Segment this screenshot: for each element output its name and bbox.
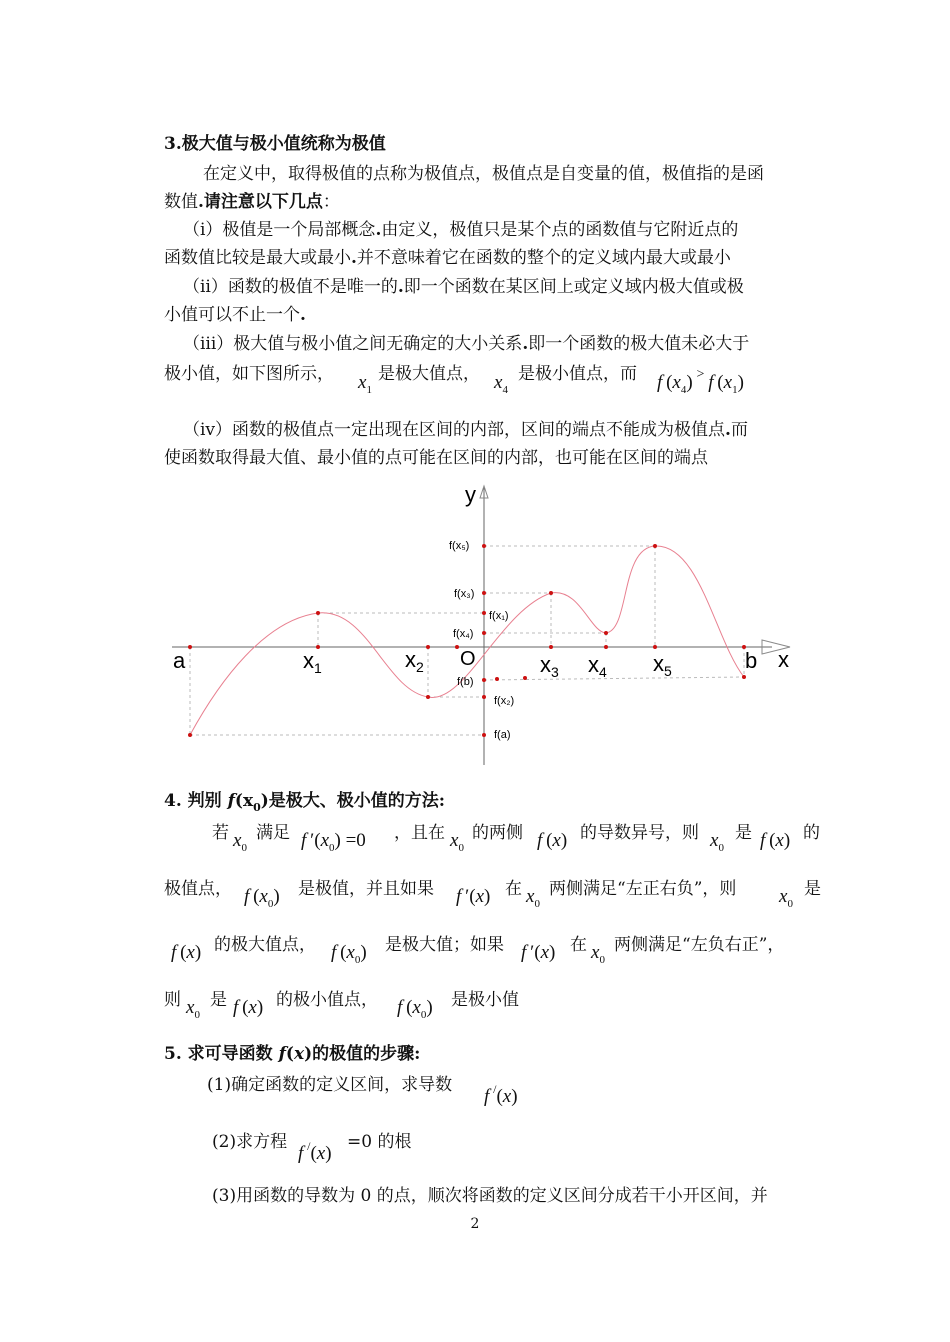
x4-label: $x_4$	[588, 652, 607, 680]
tick-f-x5	[482, 544, 486, 548]
tick-f-x3	[482, 591, 486, 595]
step-2-b: =0 的根	[347, 1132, 412, 1152]
marked-points	[188, 544, 746, 737]
math-x0: $x_0$	[526, 886, 540, 910]
f-x5-label: f(x₅)	[449, 540, 470, 552]
note-ii-line1: （ⅱ）函数的极值不是唯一的.即一个函数在某区间上或定义域内极大值或极	[183, 277, 744, 297]
origin-label: O	[460, 648, 476, 670]
x-axis-label: x	[778, 647, 789, 672]
point-extra	[523, 676, 527, 680]
sec4-text: 若	[212, 823, 229, 843]
math-f-x0: f $(x_0)$	[331, 942, 367, 966]
sec4-text: 的导数异号，则	[580, 823, 699, 843]
tick-f-x1	[482, 611, 486, 615]
math-f-prime-x: f ′(x)	[521, 942, 556, 963]
math-x0: $x_0$	[779, 886, 793, 910]
point-x3	[549, 645, 553, 649]
math-f-x: f (x)	[171, 942, 202, 963]
sec4-text: 的极小值点，	[276, 990, 378, 1010]
function-curve	[190, 546, 744, 735]
point-x2	[426, 645, 430, 649]
math-f-x4-gt-f-x1: f $(x_4)$ > f $(x_1)$	[657, 367, 744, 396]
note-iv-line1: （ⅳ）函数的极值点一定出现在区间的内部，区间的端点不能成为极值点.而	[183, 420, 748, 440]
sec4-text: 的两侧	[472, 823, 523, 843]
math-f-x: f (x)	[760, 830, 791, 851]
note-i-line1: （ⅰ）极值是一个局部概念.由定义，极值只是某个点的函数值与它附近点的	[183, 220, 739, 240]
point-x1	[316, 645, 320, 649]
sec4-text: 是极小值	[451, 990, 519, 1010]
tick-f-x2	[482, 695, 486, 699]
point-max-x3	[549, 591, 553, 595]
tick-f-b	[482, 678, 486, 682]
point-x5	[653, 645, 657, 649]
x1-label: $x_1$	[303, 648, 322, 676]
sec4-text: 是	[210, 990, 227, 1010]
note-iii-line2-text: 极小值，如下图所示，	[164, 364, 334, 384]
point-f-b	[742, 675, 746, 679]
point-min-x2	[426, 695, 430, 699]
math-f-prime-x: f ′(x)	[456, 886, 491, 907]
math-x0: $x_0$	[186, 997, 200, 1021]
point-a	[188, 645, 192, 649]
f-x3-label: f(x₃)	[454, 588, 475, 600]
f-x2-label: f(x₂)	[494, 695, 515, 707]
math-f-prime-x: f /(x)	[298, 1139, 332, 1164]
math-x0: $x_0$	[591, 942, 605, 966]
y-axis-label: y	[465, 482, 476, 507]
math-f-prime-x: f /(x)	[484, 1082, 518, 1107]
sec4-text: 的极大值点，	[214, 935, 316, 955]
math-f-x0: f $(x_0)$	[397, 997, 433, 1021]
math-x0: $x_0$	[710, 830, 724, 854]
point-x4	[604, 645, 608, 649]
math-f-x0: f $(x_0)$	[244, 886, 280, 910]
math-f-x: f (x)	[233, 997, 264, 1018]
tick-f-a	[482, 733, 486, 737]
math-f-prime-x0-eq-0: f $'(x_0) =0$	[301, 830, 366, 854]
sec4-text: 在	[570, 935, 587, 955]
sec4-text: 极值点，	[164, 879, 232, 899]
sec4-text: 在	[505, 879, 522, 899]
note-i-line2: 函数值比较是最大或最小.并不意味着它在函数的整个的定义域内最大或最小	[164, 248, 731, 268]
f-a-label: f(a)	[494, 729, 511, 741]
math-f-x: f (x)	[537, 830, 568, 851]
x2-label: $x_2$	[405, 647, 424, 675]
section-3-heading: 3.极大值与极小值统称为极值	[164, 134, 386, 154]
paragraph-line: 在定义中，取得极值的点称为极值点，极值点是自变量的值，极值指的是函	[203, 164, 764, 184]
sec4-text: 是极大值；如果	[385, 935, 504, 955]
sec4-text: 两侧满足“左负右正”，	[614, 935, 785, 955]
x5-label: $x_5$	[653, 651, 672, 679]
b-label: b	[745, 648, 758, 673]
sec4-text: 是	[735, 823, 752, 843]
note-iii-text: 是极大值点，	[378, 364, 480, 384]
sec4-text: 的	[803, 823, 820, 843]
note-iii-text: 是极小值点，而	[518, 364, 637, 384]
math-x0: $x_0$	[450, 830, 464, 854]
section-5-heading: 5. 求可导函数 f(x)的极值的步骤:	[164, 1044, 421, 1064]
math-x0: $x_0$	[233, 830, 247, 854]
sec4-text: 是极值，并且如果	[298, 879, 434, 899]
guide-lines	[190, 546, 744, 735]
math-x1: $x_1$	[358, 372, 372, 396]
step-2-a: (2)求方程	[212, 1132, 288, 1152]
point-extra	[495, 677, 499, 681]
point-max-x5	[653, 544, 657, 548]
a-label: a	[173, 648, 186, 673]
note-iii-line1: （ⅲ）极大值与极小值之间无确定的大小关系.即一个函数的极大值未必大于	[183, 334, 750, 354]
f-x1-label: f(x₁)	[489, 610, 509, 622]
step-1: (1)确定函数的定义区间，求导数	[207, 1075, 453, 1095]
paragraph-line: 数值.请注意以下几点：	[164, 192, 340, 212]
step-3: (3)用函数的导数为 0 的点，顺次将函数的定义区间分成若干小开区间，并	[212, 1186, 768, 1206]
section-4-heading: 4. 判别 $f(x_0)$是极大、极小值的方法:	[164, 791, 446, 814]
f-x4-label: f(x₄)	[453, 628, 474, 640]
math-x4: $x_4$	[494, 372, 508, 396]
sec4-text: 两侧满足“左正右负”，则	[549, 879, 737, 899]
point-f-a	[188, 733, 192, 737]
note-iv-line2: 使函数取得最大值、最小值的点可能在区间的内部，也可能在区间的端点	[164, 448, 708, 468]
sec4-text: 则	[164, 990, 181, 1010]
tick-f-x4	[482, 631, 486, 635]
f-b-label: f(b)	[457, 676, 474, 688]
x3-label: $x_3$	[540, 652, 559, 680]
point-min-x4	[604, 631, 608, 635]
point-axis	[455, 645, 459, 649]
sec4-text: ，且在	[394, 823, 445, 843]
sec4-text: 是	[804, 879, 821, 899]
sec4-text: 满足	[256, 823, 290, 843]
page-number: 2	[470, 1216, 480, 1232]
note-ii-line2: 小值可以不止一个.	[164, 305, 306, 325]
point-max-x1	[316, 611, 320, 615]
